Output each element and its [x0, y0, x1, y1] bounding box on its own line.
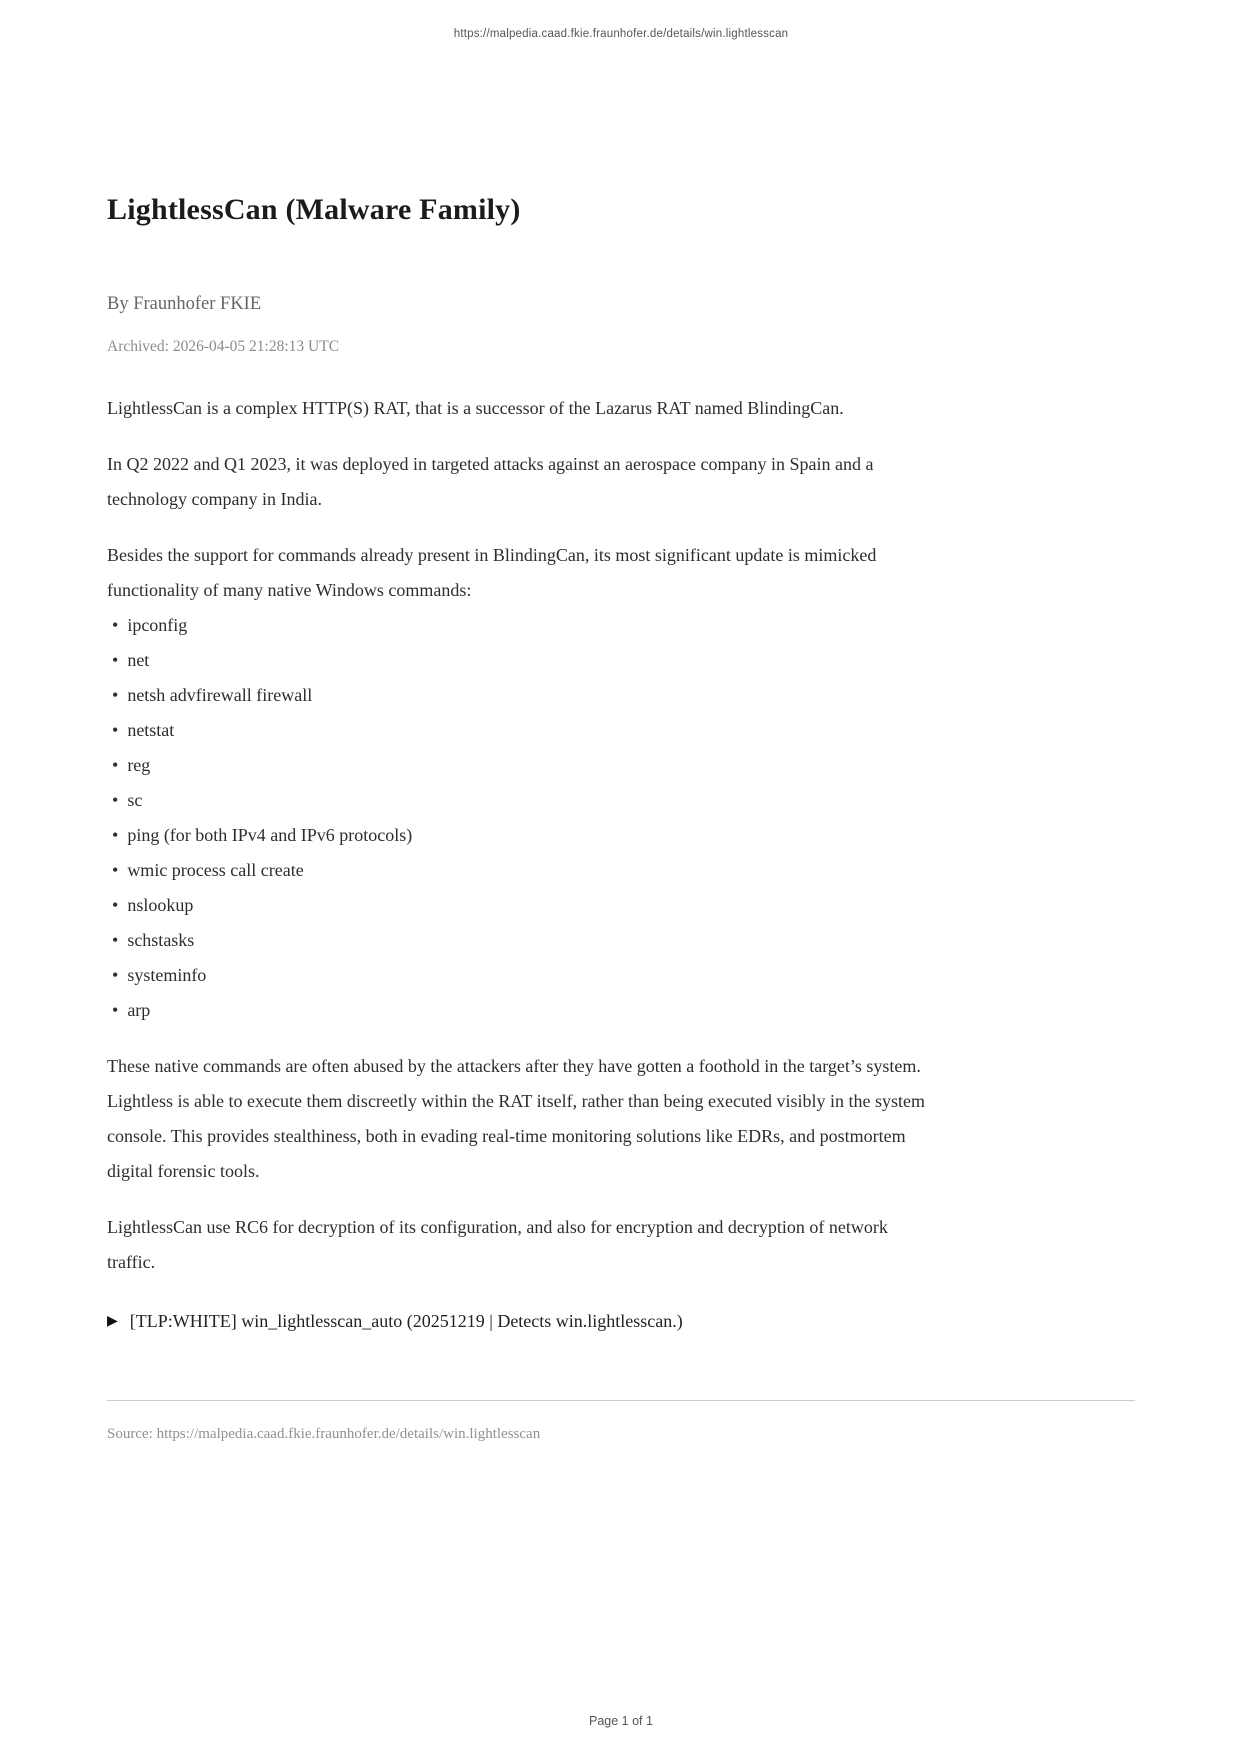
- list-item: [107, 853, 1135, 888]
- paragraph-line: In Q2 2022 and Q1 2023, it was deployed in targeted attacks against an aerospace company in Spain and a: [107, 454, 874, 474]
- list-item-text: ping (for both IPv4 and IPv6 protocols): [127, 825, 413, 845]
- paragraph-attacks: [107, 447, 1135, 517]
- bullet-icon: •: [112, 755, 119, 775]
- list-item: [107, 958, 1135, 993]
- paragraph-line: These native commands are often abused by the attackers after they have gotten a foothold in the target’s system.: [107, 1056, 921, 1076]
- list-item: [107, 713, 1135, 748]
- list-item: [107, 678, 1135, 713]
- page-number: Page 1 of 1: [589, 1714, 653, 1728]
- paragraph-line: technology company in India.: [107, 489, 322, 509]
- paragraph-line: traffic.: [107, 1252, 156, 1272]
- list-item: [107, 748, 1135, 783]
- paragraph-commands-intro: [107, 538, 1135, 608]
- bullet-icon: •: [112, 825, 119, 845]
- list-item: [107, 783, 1135, 818]
- list-item-text: netsh advfirewall firewall: [127, 685, 313, 705]
- page-title: LightlessCan (Malware Family): [107, 193, 521, 226]
- list-item-text: wmic process call create: [127, 860, 304, 880]
- list-item-text: schstasks: [127, 930, 195, 950]
- paragraph-stealth: [107, 1049, 1135, 1189]
- list-item: [107, 888, 1135, 923]
- bullet-icon: •: [112, 615, 119, 635]
- bullet-icon: •: [112, 930, 119, 950]
- list-item: [107, 643, 1135, 678]
- list-item-text: ipconfig: [127, 615, 188, 635]
- list-item-text: systeminfo: [127, 965, 207, 985]
- command-list: [107, 608, 1135, 1028]
- bullet-icon: •: [112, 685, 119, 705]
- yara-rule-disclosure[interactable]: [107, 1304, 1135, 1341]
- bullet-icon: •: [112, 965, 119, 985]
- bullet-icon: •: [112, 790, 119, 810]
- paragraph-intro: [107, 391, 1135, 426]
- paragraph-line: Lightless is able to execute them discreetly within the RAT itself, rather than being executed visibly in the system: [107, 1091, 925, 1111]
- paragraph-line: Besides the support for commands already present in BlindingCan, its most significant update is mimicked: [107, 545, 877, 565]
- bullet-icon: •: [112, 1000, 119, 1020]
- source-line: Source: https://malpedia.caad.fkie.fraunhofer.de/details/win.lightlesscan: [107, 1426, 541, 1442]
- paragraph-line: digital forensic tools.: [107, 1161, 260, 1181]
- print-header-url: https://malpedia.caad.fkie.fraunhofer.de/details/win.lightlesscan: [453, 28, 789, 40]
- paragraph-line: console. This provides stealthiness, both in evading real-time monitoring solutions like EDRs, and postmortem: [107, 1126, 906, 1146]
- article-content: [107, 192, 1135, 1444]
- paragraph-line: LightlessCan use RC6 for decryption of its configuration, and also for encryption and decryption of network: [107, 1217, 888, 1237]
- list-item-text: reg: [127, 755, 151, 775]
- archived-timestamp: Archived: 2026-04-05 21:28:13 UTC: [107, 338, 340, 355]
- list-item: [107, 993, 1135, 1028]
- list-item: [107, 608, 1135, 643]
- list-item-text: arp: [127, 1000, 151, 1020]
- paragraph-line: functionality of many native Windows commands:: [107, 580, 472, 600]
- list-item-text: sc: [127, 790, 143, 810]
- bullet-icon: •: [112, 650, 119, 670]
- list-item-text: netstat: [127, 720, 175, 740]
- bullet-icon: •: [112, 720, 119, 740]
- list-item: [107, 923, 1135, 958]
- list-item: [107, 818, 1135, 853]
- bullet-icon: •: [112, 860, 119, 880]
- list-item-text: net: [127, 650, 150, 670]
- paragraph-line: LightlessCan is a complex HTTP(S) RAT, that is a successor of the Lazarus RAT named BlindingCan.: [107, 398, 844, 418]
- list-item-text: nslookup: [127, 895, 194, 915]
- yara-rule-summary: [TLP:WHITE] win_lightlesscan_auto (20251219 | Detects win.lightlesscan.): [129, 1311, 683, 1331]
- byline: By Fraunhofer FKIE: [107, 294, 262, 314]
- paragraph-rc6: [107, 1210, 1135, 1280]
- divider: [107, 1400, 1135, 1401]
- disclosure-triangle-icon[interactable]: ▶: [107, 1313, 118, 1329]
- bullet-icon: •: [112, 895, 119, 915]
